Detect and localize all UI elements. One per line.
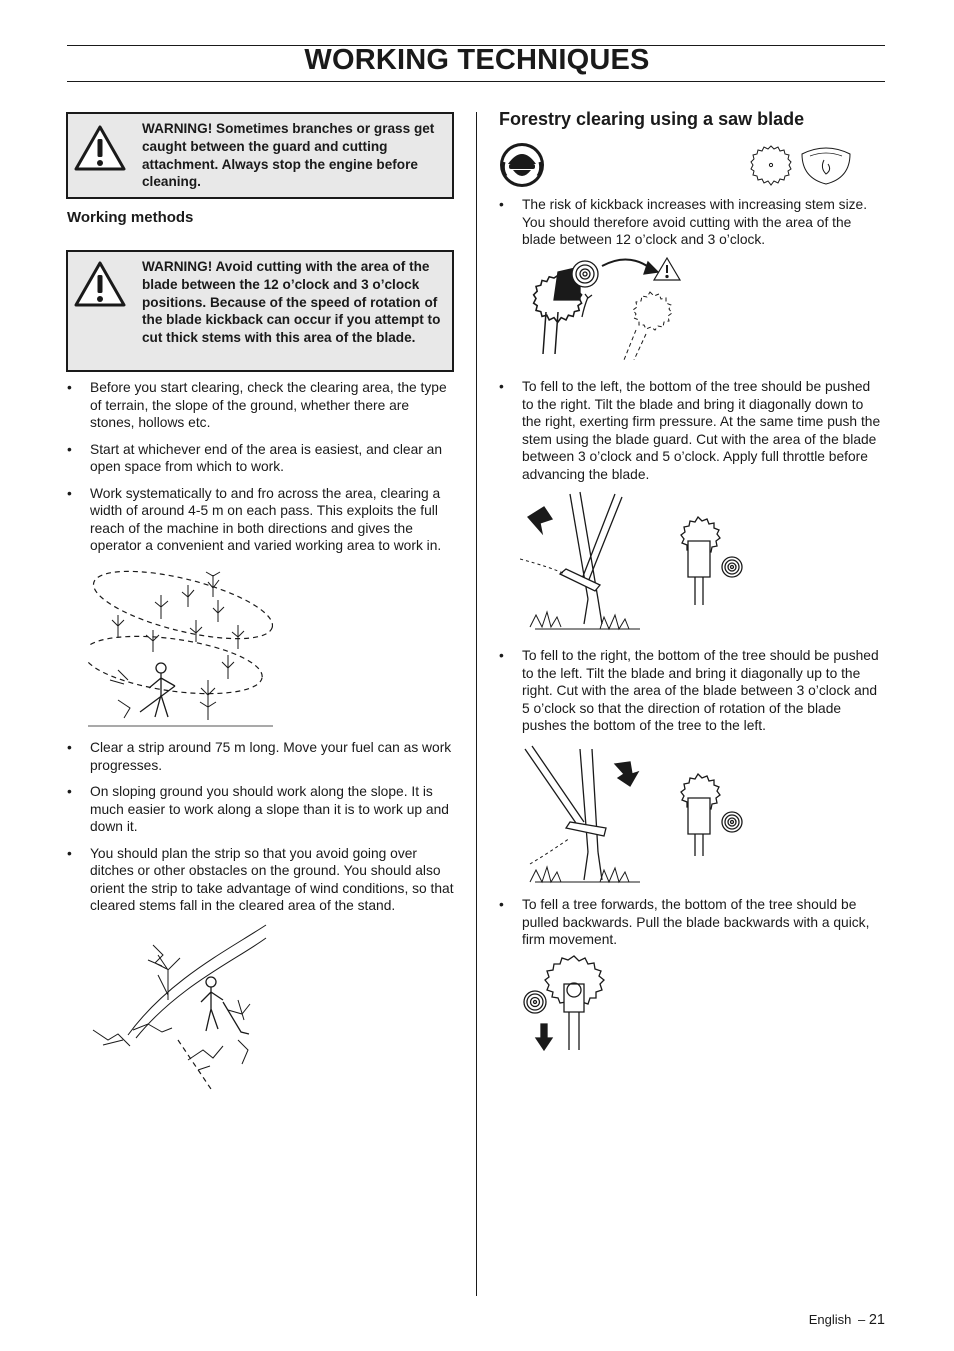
bullet-fell-left (499, 378, 885, 483)
bullet-fell-right (499, 647, 885, 735)
list-item: • You should plan the strip so that you avoid going over ditches or other obstacles on the ground. You should also orient the strip to take advantage of wind conditions, so that cleared stems fall in the cleared area of the stand. (67, 845, 455, 915)
warning-text-kickback: WARNING! Avoid cutting with the area of the blade between the 12 o’clock and 3 o’clock positions. Because of the speed of rotation of the blade kickback can occur if you attempt to cut thick stems with this area of the blade. (142, 259, 441, 346)
list-item: • On sloping ground you should work along the slope. It is much easier to work along a slope than it is to work up and down it. (67, 783, 455, 836)
saw-blade-icon (748, 144, 794, 188)
column-divider (476, 112, 477, 1296)
warning-box-guard (66, 112, 454, 199)
warning-triangle-icon (74, 260, 126, 308)
illustration-strip-clearing (88, 920, 268, 1095)
bullet-kickback (499, 196, 885, 249)
page-number: 21 (868, 1312, 885, 1328)
warning-text-guard: WARNING! Sometimes branches or grass get caught between the guard and cutting attachment. Always stop the engine before cleaning. (142, 121, 435, 190)
footer-language: English (808, 1312, 852, 1327)
bullet-list-clearing (67, 379, 455, 555)
list-item: • Start at whichever end of the area is easiest, and clear an open space from which to work. (67, 441, 455, 476)
blade-guard-icon (798, 144, 854, 186)
list-item: • Work systematically to and fro across the area, clearing a width of around 4-5 m on each pass. This exploits the full reach of the machine in both directions and gives the operator a convenient and varied working area to work in. (67, 485, 455, 555)
list-item: • Before you start clearing, check the clearing area, the type of terrain, the slope of the ground, whether there are stones, hollows etc. (67, 379, 455, 432)
list-item: • The risk of kickback increases with increasing stem size. You should therefore avoid cutting with the area of the blade between 12 o’clock and 3 o’clock. (499, 196, 885, 249)
warning-triangle-icon (74, 124, 126, 172)
bullet-list-strip (67, 739, 455, 915)
protective-gear-icon (499, 142, 545, 188)
bullet-fell-forward (499, 896, 885, 949)
illustration-clearing-pattern (88, 560, 273, 728)
list-item: • Clear a strip around 75 m long. Move your fuel can as work progresses. (67, 739, 455, 774)
warning-box-kickback (66, 250, 454, 372)
list-item: • To fell a tree forwards, the bottom of the tree should be pulled backwards. Pull the blade backwards with a quick, firm movement. (499, 896, 885, 949)
illustration-kickback-zone (518, 252, 693, 360)
header-rule-bottom (67, 81, 885, 82)
subheading-working-methods: Working methods (67, 209, 194, 226)
illustration-fell-left (520, 489, 755, 635)
page-footer (809, 1312, 885, 1328)
page-title: WORKING TECHNIQUES (304, 44, 650, 76)
section-heading: Forestry clearing using a saw blade (499, 109, 805, 129)
footer-separator: – (858, 1312, 866, 1327)
list-item: • To fell to the left, the bottom of the tree should be pushed to the right. Tilt the blade and bring it diagonally down to the right, exerting firm pressure. At the same time push the stem using the blade guard. Cut with the area of the blade between 3 o’clock and 5 o’clock. Apply full throttle before advancing the blade. (499, 378, 885, 483)
list-item: • To fell to the right, the bottom of the tree should be pushed to the left. Tilt the blade and bring it diagonally up to the right. Cut with the area of the blade between 3 o’clock and 5 o’clock so that the direction of rotation of the blade pushes the bottom of the tree to the left. (499, 647, 885, 735)
illustration-fell-right (520, 744, 755, 886)
illustration-fell-forward (518, 952, 618, 1054)
